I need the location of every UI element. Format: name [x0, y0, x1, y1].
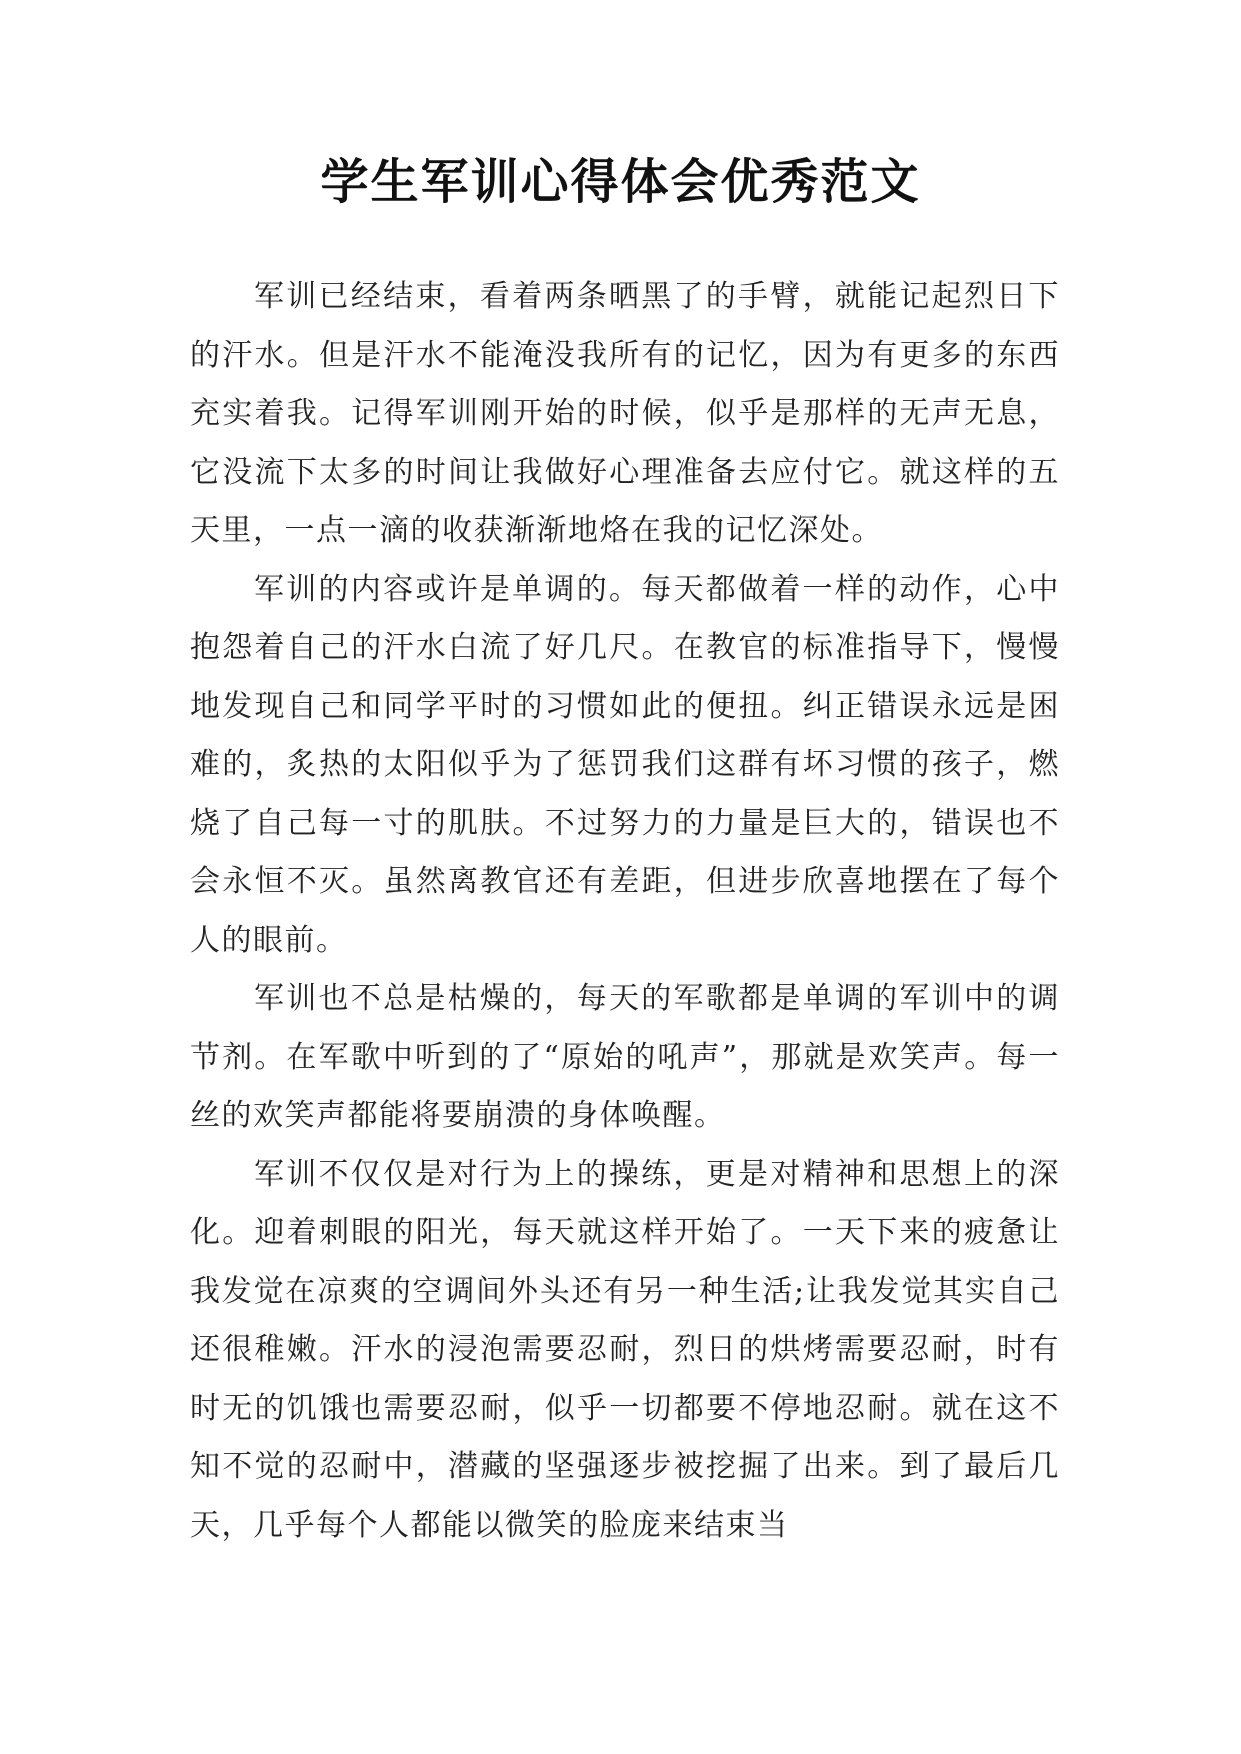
paragraph-3: 军训也不总是枯燥的，每天的军歌都是单调的军训中的调节剂。在军歌中听到的了“原始的吼声”，那就是欢笑声。每一丝的欢笑声都能将要崩溃的身体唤醒。 [190, 981, 1060, 1133]
paragraph-1: 军训已经结束，看着两条晒黑了的手臂，就能记起烈日下的汗水。但是汗水不能淹没我所有的记忆，因为有更多的东西充实着我。记得军训刚开始的时候，似乎是那样的无声无息，它没流下太多的时间让我做好心理准备去应付它。就这样的五天里，一点一滴的收获渐渐地烙在我的记忆深处。 [190, 279, 1060, 548]
document-title: 学生军训心得体会优秀范文 [320, 154, 921, 210]
document-body [190, 268, 1060, 1555]
paragraph-2: 军训的内容或许是单调的。每天都做着一样的动作，心中抱怨着自己的汗水白流了好几尺。在教官的标准指导下，慢慢地发现自己和同学平时的习惯如此的便扭。纠正错误永远是困难的，炙热的太阳似乎为了惩罚我们这群有坏习惯的孩子，燃烧了自己每一寸的肌肤。不过努力的力量是巨大的，错误也不会永恒不灭。虽然离教官还有差距，但进步欣喜地摆在了每个人的眼前。 [190, 571, 1060, 958]
paragraph-4: 军训不仅仅是对行为上的操练，更是对精神和思想上的深化。迎着刺眼的阳光，每天就这样开始了。一天下来的疲惫让我发觉在凉爽的空调间外头还有另一种生活;让我发觉其实自己还很稚嫩。汗水的浸泡需要忍耐，烈日的烘烤需要忍耐，时有时无的饥饿也需要忍耐，似乎一切都要不停地忍耐。就在这不知不觉的忍耐中，潜藏的坚强逐步被挖掘了出来。到了最后几天，几乎每个人都能以微笑的脸庞来结束当 [190, 1156, 1060, 1543]
